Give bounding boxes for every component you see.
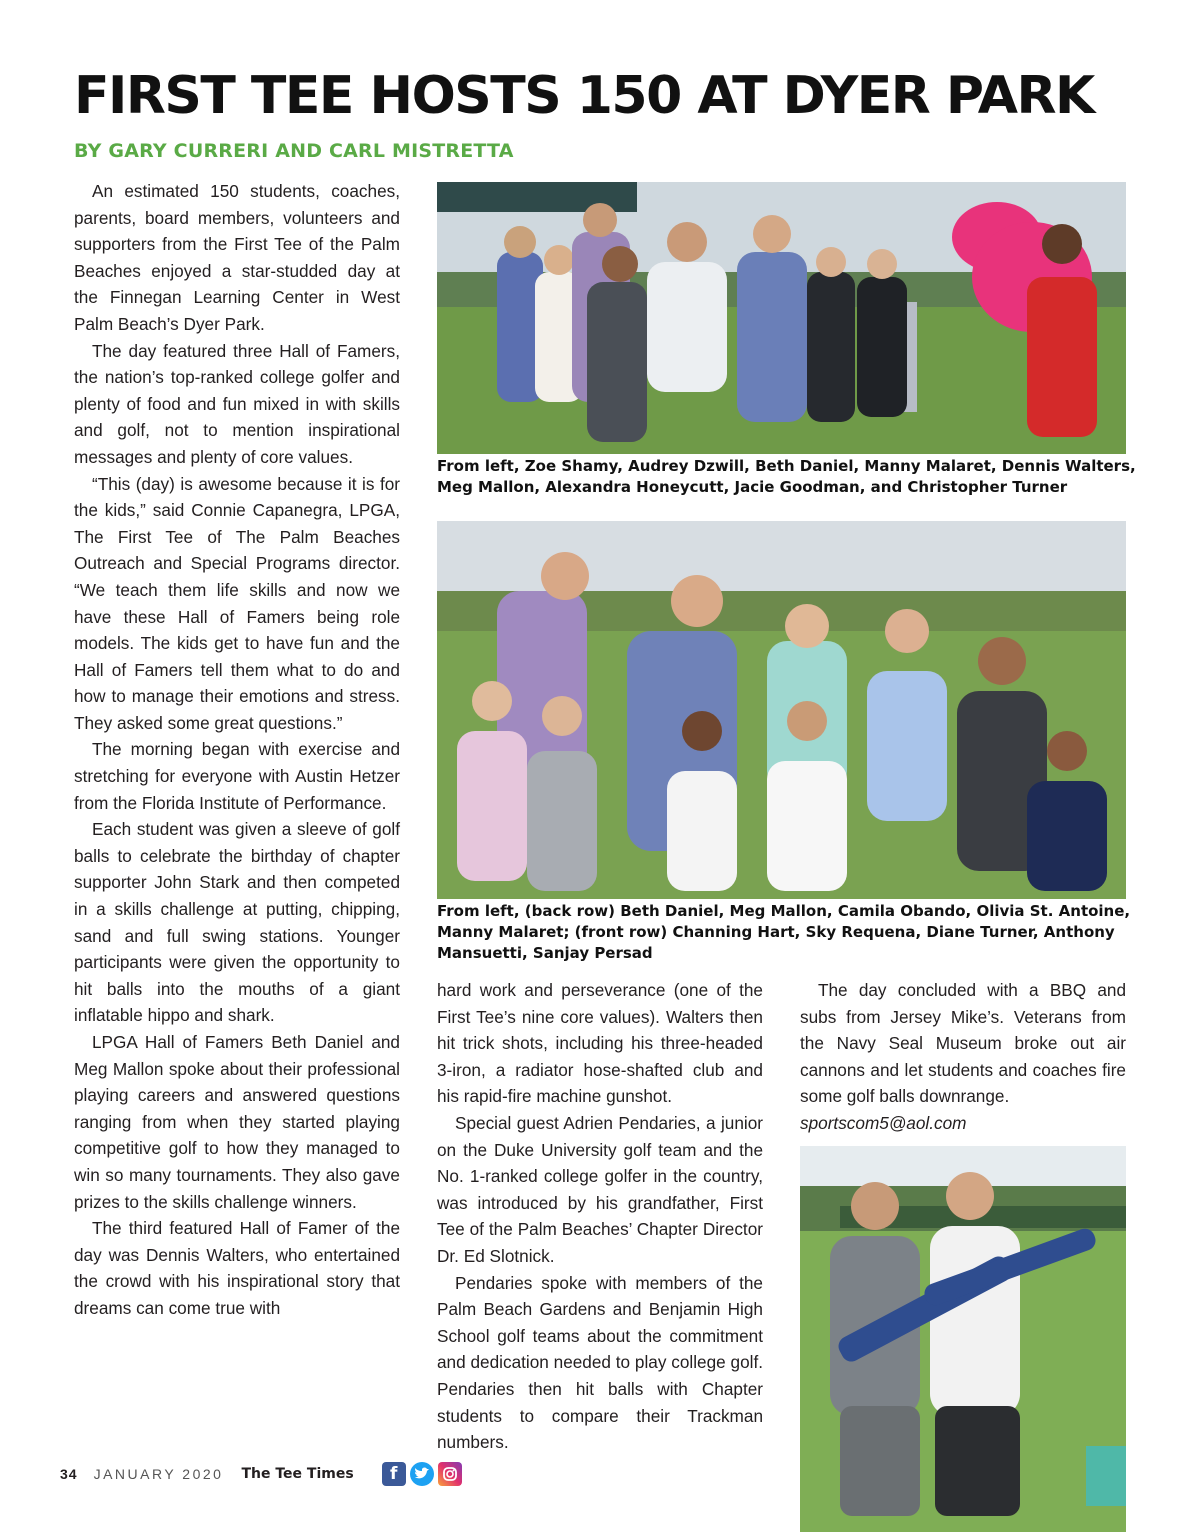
paragraph: hard work and perseverance (one of the First Tee’s nine core values). Walters then hit trick shots, including his three-headed 3-iron, a radiator hose-shafted club and his rapid-fire machine gunshot. <box>437 980 763 1107</box>
article-column-3 <box>800 977 1126 1137</box>
page-footer <box>60 1462 462 1486</box>
paragraph: Special guest Adrien Pendaries, a junior on the Duke University golf team and the No. 1-ranked college golfer in the country, was introduced by his grandfather, First Tee of the Palm Beaches’ Chapter Director Dr. Ed Slotnick. <box>437 1112 763 1266</box>
paragraph: The third featured Hall of Famer of the day was Dennis Walters, who entertained the crowd with his inspirational story that dreams can come true with <box>74 1218 400 1318</box>
paragraph: LPGA Hall of Famers Beth Daniel and Meg Mallon spoke about their professional playing careers and answered questions ranging from when they started playing competitive golf to how they managed to win so many tournaments. They also gave prizes to the skills challenge winners. <box>74 1032 400 1212</box>
social-icons <box>382 1462 462 1486</box>
group-photo-2 <box>437 521 1126 899</box>
photo-caption-2: From left, (back row) Beth Daniel, Meg Mallon, Camila Obando, Olivia St. Antoine, Manny Malaret; (front row) Channing Hart, Sky Requena, Diane Turner, Anthony Mansuetti, Sanjay Persad <box>437 902 1131 962</box>
veterans-photo <box>800 1146 1126 1532</box>
paragraph: Each student was given a sleeve of golf balls to celebrate the birthday of chapter supporter John Stark and then competed in a skills challenge at putting, chipping, sand and full swing stations. Younger participants were given the opportunity to hit balls into the mouths of a giant inflatable hippo and shark. <box>74 819 400 1026</box>
paragraph: Pendaries spoke with members of the Palm Beach Gardens and Benjamin High School golf teams about the commitment and dedication needed to play college golf. Pendaries then hit balls with Chapter students to compare their Trackman numbers. <box>437 1272 763 1453</box>
byline: BY GARY CURRERI AND CARL MISTRETTA <box>74 140 514 162</box>
paragraph: “This (day) is awesome because it is for the kids,” said Connie Capanegra, LPGA, The First Tee of The Palm Beaches Outreach and Special Programs director. “We teach them life skills and now we have these Hall of Famers being role models. The kids get to have fun and the Hall of Famers tell them what to do and how to manage their emotions and stress. They asked some great questions.” <box>74 473 400 733</box>
paragraph: The day featured three Hall of Famers, the nation’s top-ranked college golfer and plenty of food and fun mixed in with skills and golf, not to mention inspirational messages and plenty of core values. <box>74 340 400 467</box>
facebook-icon[interactable]: f <box>382 1462 406 1486</box>
paragraph: The morning began with exercise and stretching for everyone with Austin Hetzer from the Florida Institute of Performance. <box>74 739 400 813</box>
instagram-icon[interactable] <box>438 1462 462 1486</box>
issue-date: JANUARY 2020 <box>93 1466 224 1482</box>
author-email: sportscom5@aol.com <box>800 1112 967 1133</box>
page-number: 34 <box>60 1466 78 1482</box>
paragraph: The day concluded with a BBQ and subs from Jersey Mike’s. Veterans from the Navy Seal Museum broke out air cannons and let students and coaches fire some golf balls downrange. <box>800 980 1126 1107</box>
article-title: FIRST TEE HOSTS 150 AT DYER PARK <box>74 66 1094 126</box>
paragraph: An estimated 150 students, coaches, parents, board members, volunteers and supporters from the First Tee of the Palm Beaches enjoyed a star-studded day at the Finnegan Learning Center in West Palm Beach’s Dyer Park. <box>74 181 400 334</box>
magazine-name: The Tee Times <box>241 1466 354 1482</box>
article-column-1 <box>74 178 400 1322</box>
photo-caption-1: From left, Zoe Shamy, Audrey Dzwill, Beth Daniel, Manny Malaret, Dennis Walters, Meg Mallon, Alexandra Honeycutt, Jacie Goodman, and Christopher Turner <box>437 457 1136 496</box>
article-column-2 <box>437 977 763 1456</box>
twitter-icon[interactable] <box>410 1462 434 1486</box>
group-photo-1 <box>437 182 1126 454</box>
